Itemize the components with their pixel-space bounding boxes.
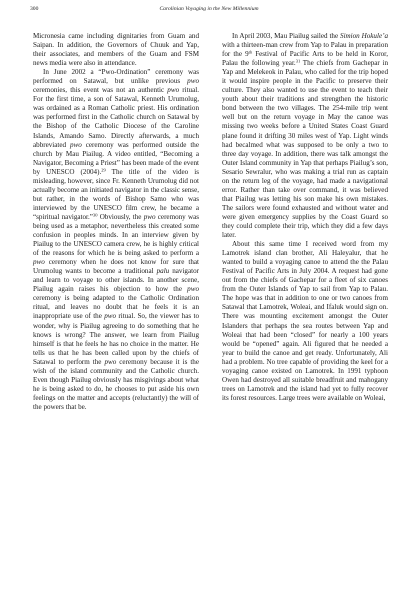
text-run: ceremony when he does not know for sure that Urumolug wants to become a traditional [33, 258, 199, 276]
italic-term: pwo [187, 77, 199, 86]
text-run: Micronesia came including dignitaries from Guam and Saipan. In addition, the Governors of Chuuk and Yap, their associates, and members of the Guam and FSM news media were also in attendance. [33, 32, 199, 68]
italic-term: pwo [187, 285, 199, 294]
italic-term: pwo [69, 140, 82, 149]
italic-term: pwo [167, 86, 180, 95]
footnote-marker: 31 [295, 58, 301, 64]
text-run: ritual. So, the viewer has to wonder, why is Piailug agreeing to do something that he knows is wrong? The answer, we learn from Piailug himself is that he feels he has no choice in the matter. He tells us that he has been called upon by the chiefs of Satawal to perform the [33, 312, 199, 366]
text-run: ceremony was being used as a metaphor, nevertheless this created some confusion in peoples minds. In an interview given by Piailug to the UNESCO camera crew, he is highly critical of the reasons for which he is being asked to perform a [33, 212, 199, 258]
italic-term: Simion Hokule’a [340, 32, 389, 40]
footnote-marker: 29 [101, 167, 106, 173]
running-title: Carolinian Voyaging in the New Millennium [159, 6, 259, 12]
italic-term: pwo [104, 357, 117, 366]
paragraph [222, 32, 388, 240]
text-run: ritual. For the first time, a son of Satawal, Kenneth Urumolug, was ordained as a Roman Catholic priest. His ordination was performed first in the Catholic church on Satawal by the Bishop of the Catholic Diocese of the Caroline Islands, Amando Samo. Directly afterwards, a much abbreviated [33, 86, 199, 149]
text-run: In June 2002 a “Pwo-Ordination” ceremony was performed on Satawal, but unlike previous [33, 68, 199, 86]
paragraph [33, 32, 199, 68]
text-run: navigator and learn to voyage to other islands. In another scene, Piailug again raises his objection to how the [33, 267, 200, 294]
italic-term: palu [156, 267, 170, 276]
footnote-marker: 30 [92, 212, 98, 218]
paragraph [222, 240, 388, 403]
text-run: with a thirteen-man crew from Yap to Palau in preparation for the 9 [222, 41, 388, 59]
text-run: ceremonies, this event was not an authentic [33, 86, 168, 95]
text-run: ceremony is being adapted to the Catholic Ordination ritual, and leaves no doubt that he feels it is an inappropriate use of the [33, 294, 199, 321]
paragraph [33, 68, 199, 412]
italic-term: pwo [33, 258, 45, 267]
right-text-column [222, 32, 388, 403]
text-run: About this same time I received word from my Lamotrek island clan brother, Ali Haleyalur, that he wanted to build a voyaging canoe to attend the the Palau Festival of Pacific Arts in July 2004. A request had gone out from the chiefs of Gachepar for a fleet of six canoes from the Outer Islands of Yap to sail from Yap to Palau. The hope was that in addition to one or two canoes from Satawal that Lamotrek, Woleai, and Ifaluk would sign on. There was mounting excitement amongst the Outer Islanders that perhaps the sea routes between Yap and Woleai that had been “closed” for nearly a 100 years would be “opened” again. Ali figured that he needed a year to build the canoe and get ready. Unfortunately, Ali had a problem. No tree capable of providing the keel for a voyaging canoe existed on Lamotrek. In 1991 typhoon Owen had destroyed all suitable breadfruit and mahogany trees on Lamotrek and the island had yet to fully recover its forest resources. Large trees were available on Woleai, [222, 240, 388, 402]
text-run: Obviously, the [97, 212, 144, 221]
page-number: 300 [30, 6, 39, 12]
text-run: In April 2003, Mau Piailug sailed the [232, 32, 341, 40]
footnote-marker: th [248, 49, 253, 55]
running-header [30, 4, 388, 14]
text-run: The title of the video is misleading, however, since Fr. Kenneth Urumolug did not actually become an initiated navigator in the classic sense, but rather, in the words of Bishop Samo who was interviewed by the UNESCO film crew, he became a “spiritual navigator.” [33, 167, 199, 221]
text-run: The chiefs from Gachepar in Yap and Melekeok in Palau, who called for the trip hoped it would inspire people in the Pacific to preserve their culture. They also wanted to use the event to teach their youth about their traditions and strengthen the historic bond between the two villages. The 254-mile trip went well but on the return voyage in May the canoe was missing two weeks before a United States Coast Guard plane found it drifting 30 miles west of Yap. Light winds had becalmed what was supposed to be only a two to three day voyage. In addition, there was talk amongst the Outer Island community in Yap that perhaps Piailug’s son, Sesario Sewralur, who was making a trial run as captain on the return leg of the voyage, had made a navigational error. Rather than take over command, it was believed that Piailug was letting his son make his own mistakes. The sailors were found exhausted and without water and were given emergency supplies by the Coast Guard so they could complete their trip, which they did a few days later. [222, 59, 389, 240]
text-run: Festival of Pacific Arts to be held in Koror, Palau the following year. [222, 50, 388, 68]
italic-term: pwo [143, 212, 156, 221]
italic-term: pwo [104, 312, 117, 321]
text-run: ceremony was performed outside the church by Mau Piailug. A video entitled, “Becoming a Navigator, Becoming a Priest” has been made of the event by UNESCO (2004). [33, 140, 199, 176]
text-run: ceremony because it is the wish of the island community and the Catholic church. Even though Piailug obviously has misgivings about what he is being asked to do, he chooses to put aside his own feelings on the matter and accepts (reluctantly) the will of the powers that be. [33, 357, 199, 411]
left-text-column [33, 32, 199, 412]
